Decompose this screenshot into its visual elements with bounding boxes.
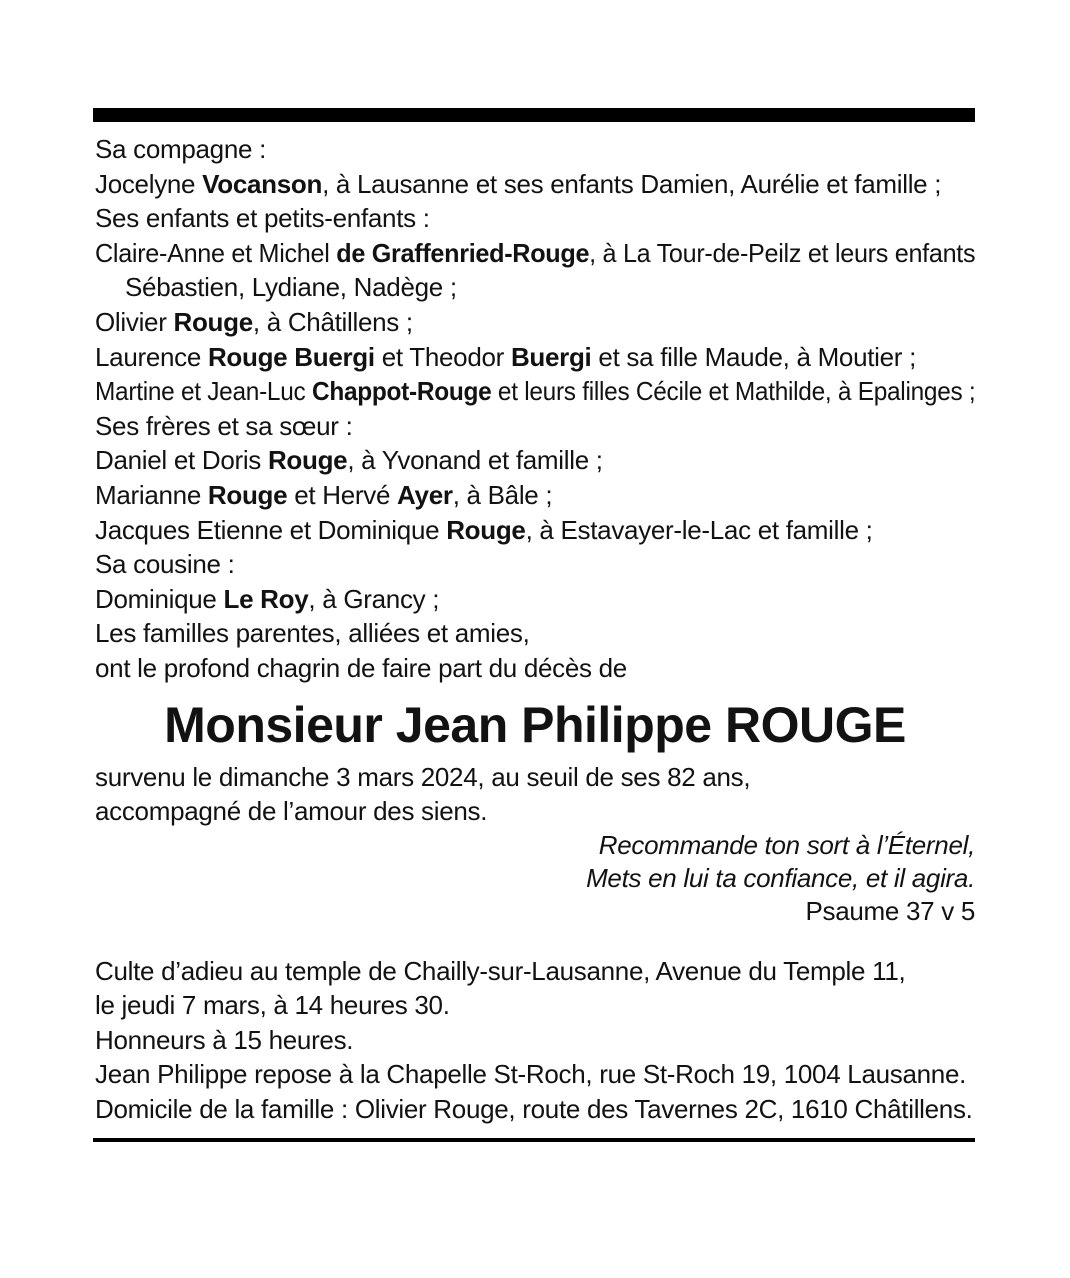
- verse-lines: [95, 829, 975, 895]
- verse-line: Recommande ton sort à l’Éternel,: [598, 829, 975, 860]
- family-line: Laurence Rouge Buergi et Theodor Buergi et sa fille Maude, à Moutier ;: [95, 341, 917, 372]
- bottom-rule: [93, 1138, 975, 1142]
- ceremony-line: Culte d’adieu au temple de Chailly-sur-Lausanne, Avenue du Temple 11,: [95, 955, 906, 986]
- family-list: [95, 132, 975, 686]
- family-line: Martine et Jean-Luc Chappot-Rouge et leurs filles Cécile et Mathilde, à Epalinges ;: [95, 376, 976, 407]
- death-announcement: [95, 760, 975, 829]
- family-line: Sébastien, Lydiane, Nadège ;: [125, 272, 457, 303]
- family-line: Jocelyne Vocanson, à Lausanne et ses enfants Damien, Aurélie et famille ;: [95, 168, 942, 199]
- top-rule: [93, 108, 975, 122]
- family-line: Marianne Rouge et Hervé Ayer, à Bâle ;: [95, 479, 553, 510]
- ceremony-line: Domicile de la famille : Olivier Rouge, route des Tavernes 2C, 1610 Châtillens.: [95, 1094, 973, 1125]
- verse: [95, 829, 975, 928]
- verse-reference: Psaume 37 v 5: [805, 895, 975, 926]
- family-line: Jacques Etienne et Dominique Rouge, à Estavayer-le-Lac et famille ;: [95, 514, 873, 545]
- ceremony-details: [95, 954, 975, 1127]
- verse-line: Mets en lui ta confiance, et il agira.: [586, 862, 975, 893]
- family-line: Ses frères et sa sœur :: [95, 410, 353, 441]
- family-line: Sa cousine :: [95, 549, 235, 580]
- family-line: Sa compagne :: [95, 134, 266, 164]
- death-line: accompagné de l’amour des siens.: [95, 796, 488, 827]
- death-line: survenu le dimanche 3 mars 2024, au seuil de ses 82 ans,: [95, 761, 751, 792]
- family-line: Les familles parentes, alliées et amies,: [95, 618, 530, 649]
- ceremony-line: Jean Philippe repose à la Chapelle St-Roch, rue St-Roch 19, 1004 Lausanne.: [95, 1059, 967, 1090]
- family-line: Claire-Anne et Michel de Graffenried-Rouge, à La Tour-de-Peilz et leurs enfants: [95, 237, 976, 268]
- family-line: ont le profond chagrin de faire part du décès de: [95, 652, 627, 683]
- ceremony-line: Honneurs à 15 heures.: [95, 1024, 354, 1055]
- family-line: Ses enfants et petits-enfants :: [95, 203, 430, 234]
- notice-content: [95, 122, 975, 1127]
- ceremony-line: le jeudi 7 mars, à 14 heures 30.: [95, 990, 450, 1021]
- family-line: Dominique Le Roy, à Grancy ;: [95, 583, 440, 614]
- family-line: Olivier Rouge, à Châtillens ;: [95, 306, 413, 337]
- deceased-name: Monsieur Jean Philippe ROUGE: [164, 696, 906, 753]
- family-line: Daniel et Doris Rouge, à Yvonand et famille ;: [95, 445, 603, 476]
